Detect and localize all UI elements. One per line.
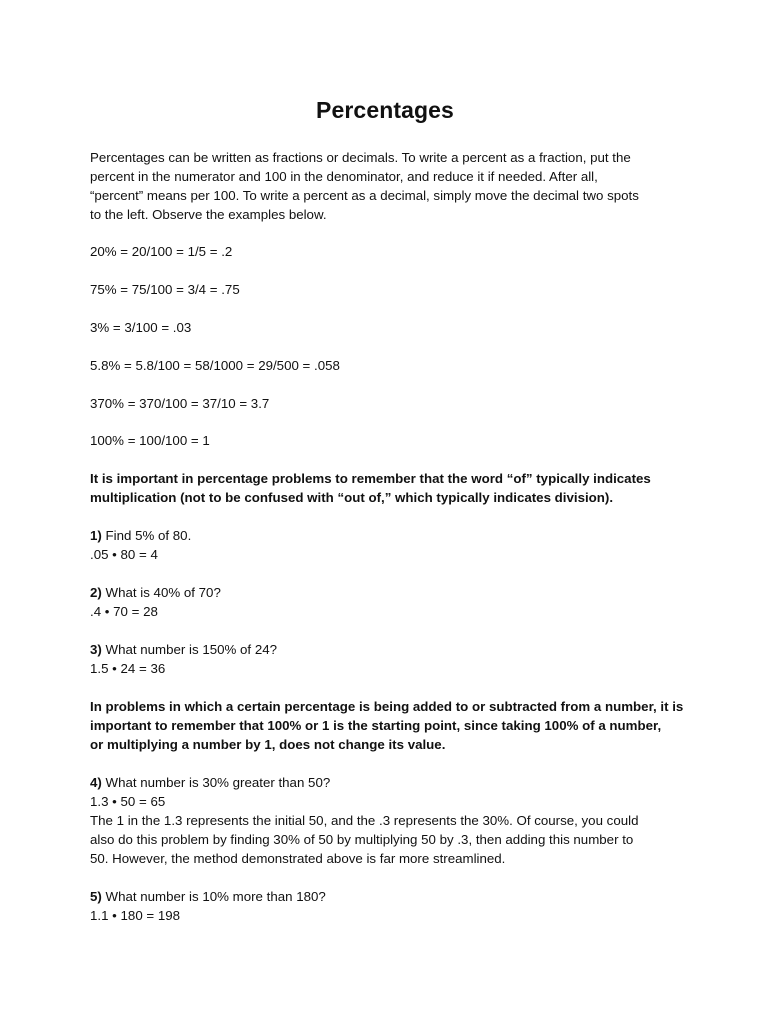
problem-number: 1) xyxy=(90,528,102,543)
intro-line: “percent” means per 100. To write a percent as a decimal, simply move the decimal two spots xyxy=(90,188,639,203)
question-text: What is 40% of 70? xyxy=(105,585,221,600)
problem-number: 2) xyxy=(90,585,102,600)
problem-5 xyxy=(90,887,690,925)
problem-3 xyxy=(90,640,690,678)
starting-point-note xyxy=(90,697,690,754)
intro-paragraph xyxy=(90,148,690,224)
note-line: multiplication (not to be confused with “out of,” which typically indicates division). xyxy=(90,490,614,505)
question-text: Find 5% of 80. xyxy=(105,528,192,543)
question-text: What number is 10% more than 180? xyxy=(105,889,326,904)
note-line: It is important in percentage problems to remember that the word “of” typically indicates xyxy=(90,471,651,486)
problem-number: 3) xyxy=(90,642,102,657)
of-multiplication-note xyxy=(90,469,690,507)
example-line: 3% = 3/100 = .03 xyxy=(90,320,192,335)
intro-line: Percentages can be written as fractions or decimals. To write a percent as a fraction, put the xyxy=(90,150,631,165)
explanation-line: 50. However, the method demonstrated above is far more streamlined. xyxy=(90,851,506,866)
problem-2 xyxy=(90,583,690,621)
example-line: 5.8% = 5.8/100 = 58/1000 = 29/500 = .058 xyxy=(90,358,340,373)
note-line: important to remember that 100% or 1 is the starting point, since taking 100% of a number, xyxy=(90,718,662,733)
problem-4 xyxy=(90,773,690,868)
example-line: 370% = 370/100 = 37/10 = 3.7 xyxy=(90,396,270,411)
question-text: What number is 30% greater than 50? xyxy=(105,775,331,790)
example-line: 20% = 20/100 = 1/5 = .2 xyxy=(90,244,233,259)
example-line: 75% = 75/100 = 3/4 = .75 xyxy=(90,282,240,297)
explanation-line: The 1 in the 1.3 represents the initial 50, and the .3 represents the 30%. Of course, you could xyxy=(90,813,639,828)
example-line: 100% = 100/100 = 1 xyxy=(90,433,210,448)
problem-number: 5) xyxy=(90,889,102,904)
intro-line: percent in the numerator and 100 in the denominator, and reduce it if needed. After all, xyxy=(90,169,598,184)
problem-answer: .05 • 80 = 4 xyxy=(90,547,158,562)
problem-question xyxy=(90,640,690,659)
problem-question xyxy=(90,583,690,602)
page-title: Percentages xyxy=(316,97,454,123)
problem-number: 4) xyxy=(90,775,102,790)
problem-answer: .4 • 70 = 28 xyxy=(90,604,158,619)
problem-answer: 1.1 • 180 = 198 xyxy=(90,908,181,923)
problem-question xyxy=(90,773,690,792)
note-line: or multiplying a number by 1, does not change its value. xyxy=(90,737,446,752)
intro-line: to the left. Observe the examples below. xyxy=(90,207,327,222)
problem-1 xyxy=(90,526,690,564)
question-text: What number is 150% of 24? xyxy=(105,642,278,657)
problem-answer: 1.5 • 24 = 36 xyxy=(90,661,166,676)
explanation-line: also do this problem by finding 30% of 50 by multiplying 50 by .3, then adding this number to xyxy=(90,832,634,847)
note-line: In problems in which a certain percentage is being added to or subtracted from a number, it is xyxy=(90,699,684,714)
problem-question xyxy=(90,526,690,545)
problem-answer: 1.3 • 50 = 65 xyxy=(90,794,166,809)
problem-question xyxy=(90,887,690,906)
